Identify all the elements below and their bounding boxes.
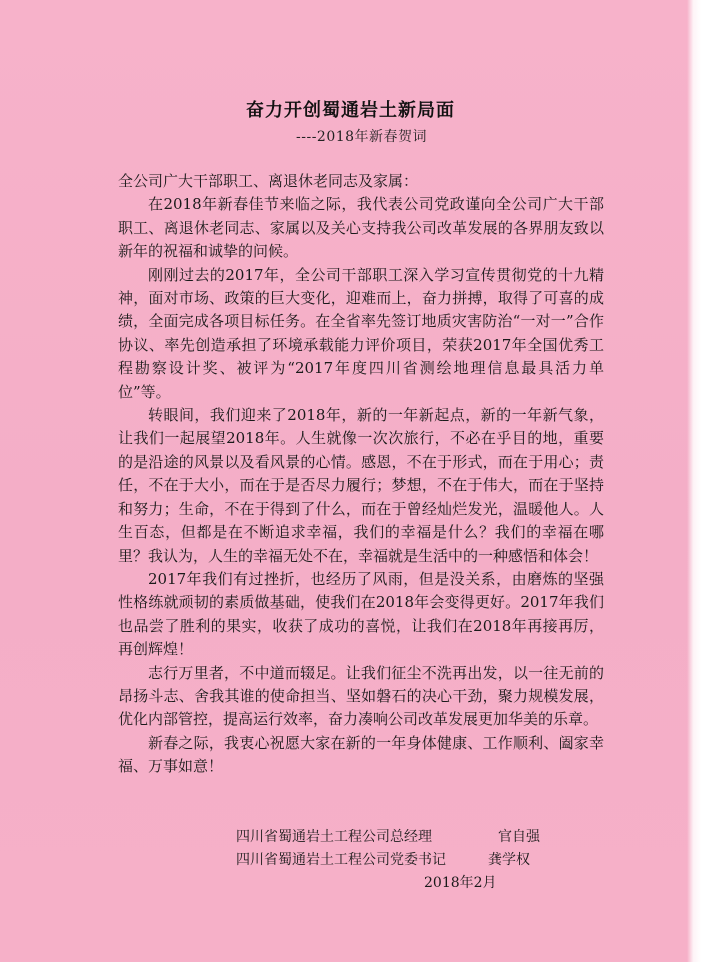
signature-line	[236, 826, 596, 849]
scan-edge	[687, 0, 701, 962]
signature-line	[236, 849, 596, 872]
letter-title: 奋力开创蜀通岩土新局面	[246, 100, 455, 121]
letter-subtitle: ----2018年新春贺词	[296, 129, 428, 145]
signature-block	[236, 826, 596, 895]
paragraph-achievements-2017: 刚刚过去的2017年，全公司干部职工深入学习宣传贯彻党的十九精神，面对市场、政策的巨大变化，迎难而上，奋力拼搏，取得了可喜的成绩，全面完成各项目标任务。在全省率先签订地质灾害防治“一对一”合作协议、率先创造承担了环境承载能力评价项目，荣获2017年全国优秀工程勘察设计奖、被评为“2017年度四川省测绘地理信息最具活力单位”等。	[118, 265, 604, 401]
paragraph-mission: 志行万里者，不中道而辍足。让我们征尘不洗再出发，以一往无前的昂扬斗志、舍我其谁的使命担当、坚如磐石的决心干劲，聚力规模发展，优化内部管控，提高运行效率，奋力凑响公司改革发展更加华美的乐章。	[118, 663, 604, 729]
salutation: 全公司广大干部职工、离退休老同志及家属：	[118, 172, 419, 190]
paragraph-greeting: 在2018年新春佳节来临之际，我代表公司党政谨向全公司广大干部职工、离退休老同志、家属以及关心支持我公司改革发展的各界朋友致以新年的祝福和诚挚的问候。	[118, 195, 604, 261]
paragraph-outlook-2018: 转眼间，我们迎来了2018年，新的一年新起点，新的一年新气象，让我们一起展望2018年。人生就像一次次旅行，不必在乎目的地，重要的是沿途的风景以及看风景的心情。感恩，不在于形式，而在于用心；责任，不在于大小，而在于是否尽力履行；梦想，不在于伟大，而在于坚持和努力；生命，不在于得到了什么，而在于曾经灿烂发光，温暖他人。人生百态，但都是在不断追求幸福，我们的幸福是什么？我们的幸福在哪里？我认为，人生的幸福无处不在，幸福就是生活中的一种感悟和体会！	[118, 406, 604, 565]
paragraph-reflection: 2017年我们有过挫折，也经历了风雨，但是没关系，由磨炼的坚强性格练就顽韧的素质做基础，使我们在2018年会变得更好。2017年我们也品尝了胜利的果实，收获了成功的喜悦，让我们在2018年再接再厉，再创辉煌！	[118, 569, 604, 659]
letter-date: 2018年2月	[424, 875, 497, 891]
signatory-name: 官自强	[498, 829, 540, 845]
signatory-title: 四川省蜀通岩土工程公司党委书记	[236, 852, 446, 868]
signatory-title: 四川省蜀通岩土工程公司总经理	[236, 829, 432, 845]
signatory-name: 龚学权	[488, 852, 530, 868]
letter-body	[118, 170, 604, 779]
paragraph-wishes: 新春之际，我衷心祝愿大家在新的一年身体健康、工作顺利、阖家幸福、万事如意！	[118, 733, 604, 776]
